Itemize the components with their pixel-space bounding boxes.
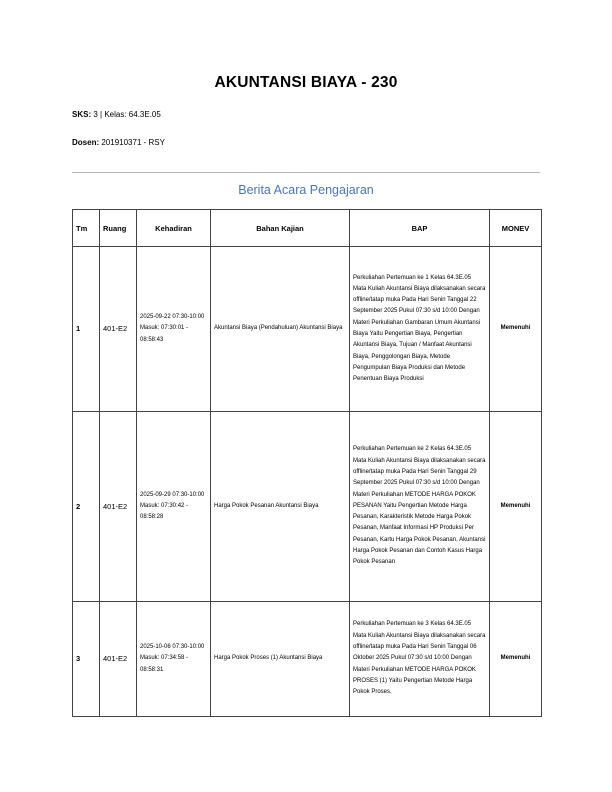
sks-line bbox=[72, 110, 161, 119]
section-title: Berita Acara Pengajaran bbox=[238, 183, 374, 197]
header-monev: MONEV bbox=[490, 210, 542, 247]
cell-tm: 3 bbox=[73, 602, 100, 717]
cell-bap: Perkuliahan Pertemuan ke 2 Kelas 64.3E.05 Mata Kuliah Akuntansi Biaya dilaksanakan secara offline/tatap muka Pada Hari Senin Tanggal 29 September 2025 Pukul 07:30 s/d 10:00 Dengan Materi Perkuliahan METODE HARGA POKOK PESANAN Yaitu Pengertian Metode Harga Pesanan, Karakteristik Metode Harga Pokok Pesanan, Manfaat Informasi HP Produksi Per Pesanan, Kartu Harga Pokok Pesanan, Akuntansi Harga Pokok Pesanan dan Contoh Kasus Harga Pokok Pesanan bbox=[350, 412, 490, 602]
cell-bap: Perkuliahan Pertemuan ke 3 Kelas 64.3E.05 Mata Kuliah Akuntansi Biaya dilaksanakan secara offline/tatap muka Pada Hari Senin Tanggal 06 Oktober 2025 Pukul 07:30 s/d 10:00 Dengan Materi Perkuliahan METODE HARGA POKOK PROSES (1) Yaitu Pengertian Metode Harga Pokok Proses, bbox=[350, 602, 490, 717]
cell-monev: Memenuhi bbox=[490, 602, 542, 717]
sks-label: SKS: bbox=[72, 110, 92, 119]
dosen-value: 201910371 - RSY bbox=[101, 138, 165, 147]
cell-tm: 1 bbox=[73, 247, 100, 412]
cell-bahan-kajian: Akuntansi Biaya (Pendahuluan) Akuntansi Biaya bbox=[211, 247, 350, 412]
cell-bap: Perkuliahan Pertemuan ke 1 Kelas 64.3E.05 Mata Kuliah Akuntansi Biaya dilaksanakan secara offline/tatap muka Pada Hari Senin Tanggal 22 September 2025 Pukul 07:30 s/d 10:00 Dengan Materi Perkuliahan Gambaran Umum Akuntansi Biaya Yaitu Pengertian Biaya, Pengertian Akuntansi Biaya, Tujuan / Manfaat Akuntansi Biaya, Penggolongan Biaya, Metode Pengumpulan Biaya Produksi dan Metode Penentuan Biaya Produksi bbox=[350, 247, 490, 412]
cell-kehadiran: 2025-09-29 07:30-10:00 Masuk: 07:30:42 - 08:58:28 bbox=[137, 412, 211, 602]
table-row bbox=[73, 247, 542, 412]
header-ruang: Ruang bbox=[100, 210, 137, 247]
table-header-row bbox=[73, 210, 542, 247]
header-kehadiran: Kehadiran bbox=[137, 210, 211, 247]
sks-value: 3 | Kelas: 64.3E.05 bbox=[93, 110, 161, 119]
cell-kehadiran: 2025-10-06 07:30-10:00 Masuk: 07:34:58 - 08:58:31 bbox=[137, 602, 211, 717]
dosen-line bbox=[72, 138, 165, 147]
cell-bahan-kajian: Harga Pokok Pesanan Akuntansi Biaya bbox=[211, 412, 350, 602]
cell-monev: Memenuhi bbox=[490, 247, 542, 412]
bap-table bbox=[72, 209, 542, 717]
dosen-label: Dosen: bbox=[72, 138, 100, 147]
cell-tm: 2 bbox=[73, 412, 100, 602]
cell-ruang: 401-E2 bbox=[100, 412, 137, 602]
cell-bahan-kajian: Harga Pokok Proses (1) Akuntansi Biaya bbox=[211, 602, 350, 717]
table-row bbox=[73, 412, 542, 602]
cell-ruang: 401-E2 bbox=[100, 602, 137, 717]
course-title: AKUNTANSI BIAYA - 230 bbox=[214, 74, 398, 91]
header-bap: BAP bbox=[350, 210, 490, 247]
divider bbox=[72, 172, 540, 173]
header-bahan-kajian: Bahan Kajian bbox=[211, 210, 350, 247]
cell-ruang: 401-E2 bbox=[100, 247, 137, 412]
header-tm: Tm bbox=[73, 210, 100, 247]
cell-kehadiran: 2025-09-22 07:30-10:00 Masuk: 07:30:01 - 08:58:43 bbox=[137, 247, 211, 412]
cell-monev: Memenuhi bbox=[490, 412, 542, 602]
table-row bbox=[73, 602, 542, 717]
